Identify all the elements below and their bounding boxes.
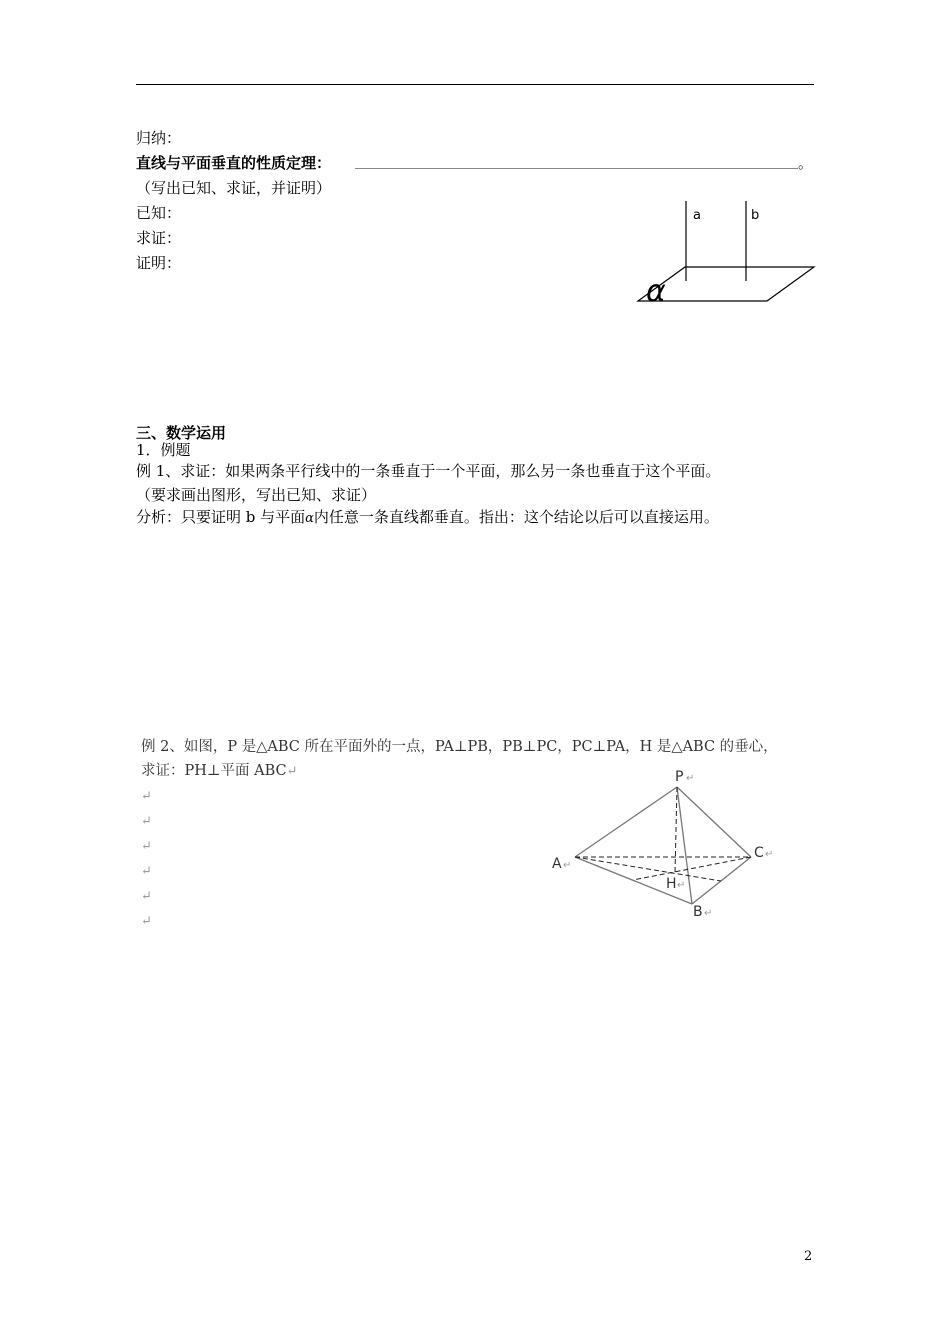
vertex-label-P: P bbox=[675, 769, 684, 785]
label-b: b bbox=[751, 208, 760, 223]
label-a: a bbox=[693, 208, 701, 223]
figure-parallel-lines-plane bbox=[630, 195, 820, 310]
theorem-label: 直线与平面垂直的性质定理： bbox=[136, 154, 332, 172]
edge-PC bbox=[677, 787, 751, 857]
paragraph-mark: ↵ bbox=[141, 814, 152, 829]
mark-A: ↵ bbox=[563, 860, 572, 871]
edge-BC bbox=[692, 857, 751, 904]
theorem-blank-line bbox=[355, 168, 798, 169]
analysis-post: 内任意一条直线都垂直。指出：这个结论以后可以直接运用。 bbox=[313, 508, 719, 526]
vertex-label-C: C bbox=[754, 845, 764, 861]
example1-line2: （要求画出图形，写出已知、求证） bbox=[136, 486, 377, 504]
mark-C: ↵ bbox=[765, 849, 774, 860]
analysis-pre: 分析：只要证明 b 与平面 bbox=[136, 508, 306, 526]
label-alpha: α bbox=[646, 274, 666, 309]
example2-line2-text: 求证：PH⊥平面 ABC bbox=[141, 763, 287, 779]
summary-note: （写出已知、求证，并证明） bbox=[136, 179, 332, 197]
vertex-label-B: B bbox=[693, 904, 703, 920]
summary-heading: 归纳： bbox=[136, 129, 182, 147]
paragraph-mark: ↵ bbox=[141, 914, 152, 929]
example2-line2 bbox=[141, 761, 298, 782]
section3-sub: 1．例题 bbox=[136, 441, 191, 459]
analysis-line bbox=[136, 507, 719, 529]
edge-PA bbox=[575, 787, 677, 857]
paragraph-mark: ↵ bbox=[141, 839, 152, 854]
given-label: 已知： bbox=[136, 204, 182, 222]
segment-PH bbox=[675, 787, 677, 873]
page-number: 2 bbox=[804, 1249, 813, 1264]
example1-line1: 例 1、求证：如果两条平行线中的一条垂直于一个平面，那么另一条也垂直于这个平面。 bbox=[136, 462, 721, 480]
mark-P: ↵ bbox=[686, 773, 695, 784]
vertex-label-A: A bbox=[552, 856, 562, 872]
mark-H: ↵ bbox=[677, 880, 686, 891]
prove-label: 求证： bbox=[136, 229, 182, 247]
theorem-end: 。 bbox=[798, 154, 814, 172]
paragraph-mark: ↵ bbox=[141, 889, 152, 904]
paragraph-mark: ↵ bbox=[141, 864, 152, 879]
example2-line2-mark: ↵ bbox=[286, 764, 298, 779]
paragraph-mark: ↵ bbox=[141, 789, 152, 804]
vertex-label-H: H bbox=[666, 876, 677, 892]
figure-tetrahedron bbox=[545, 765, 785, 925]
header-rule bbox=[136, 84, 814, 85]
analysis-alpha: α bbox=[305, 511, 314, 526]
segment-C-to-AB bbox=[633, 857, 751, 880]
mark-B: ↵ bbox=[704, 908, 713, 919]
example2-line1: 例 2、如图，P 是△ABC 所在平面外的一点，PA⊥PB，PB⊥PC，PC⊥PA，H 是△ABC 的垂心， bbox=[141, 739, 778, 755]
proof-label: 证明： bbox=[136, 254, 182, 272]
section3-heading: 三、数学运用 bbox=[136, 424, 227, 442]
